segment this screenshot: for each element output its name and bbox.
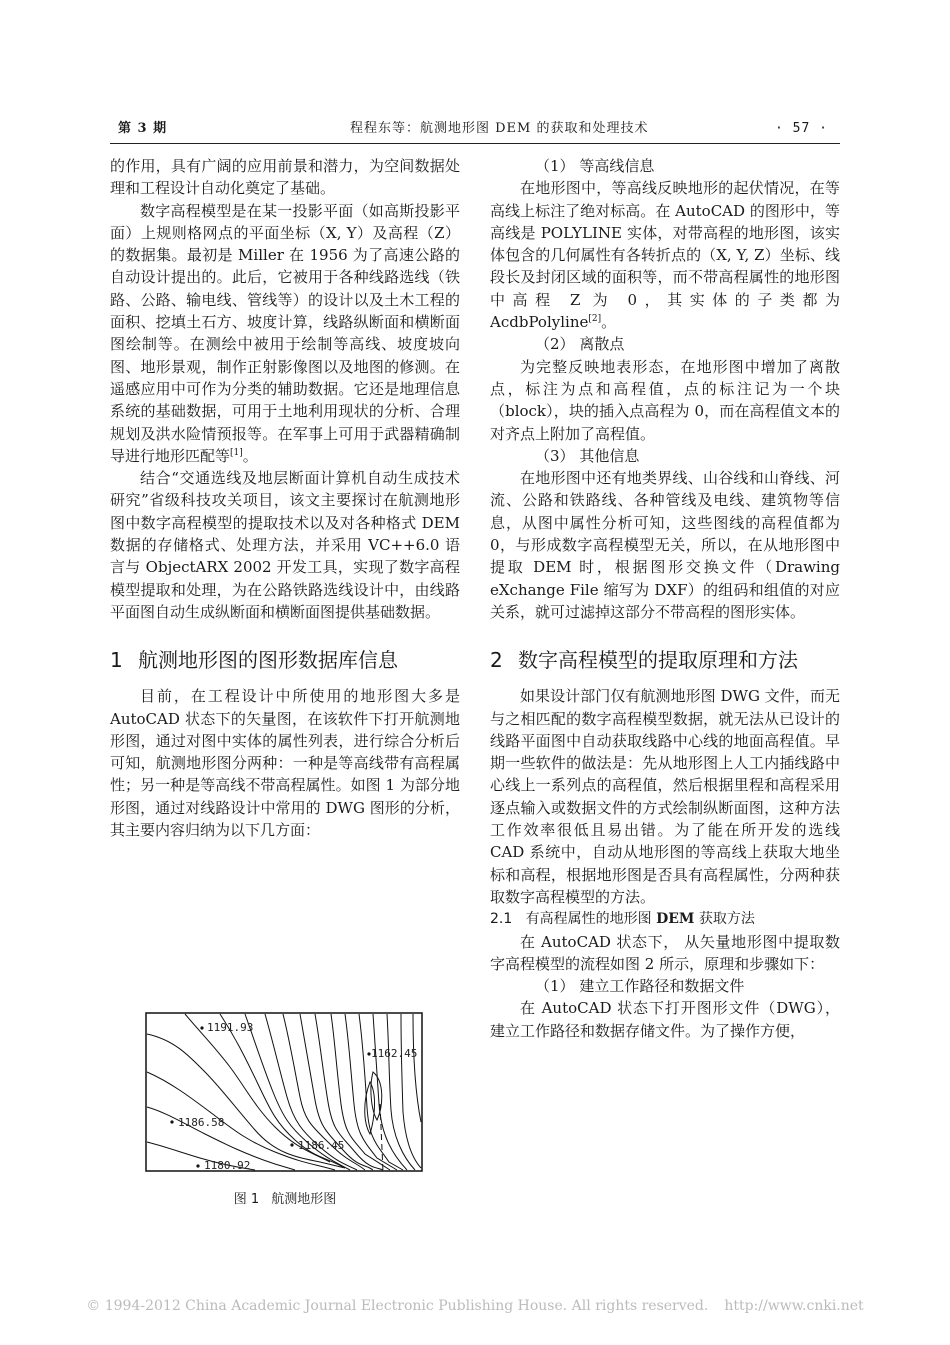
- citation: [1]: [230, 447, 243, 458]
- figure-frame: [146, 1013, 422, 1171]
- section-heading-2: 2 数字高程模型的提取原理和方法: [490, 648, 798, 673]
- paragraph: 目前，在工程设计中所使用的地形图大多是 AutoCAD 状态下的矢量图，在该软件下打开航测地形图，通过对图中实体的属性列表，进行综合分析后可知，航测地形图分两种：一种是等高线带有高程属性；另一种是等高线不带高程属性。如图 1 为部分地形图，通过对线路设计中常用的 DWG 图形的分析，其主要内容归纳为以下几方面：: [110, 687, 460, 840]
- list-item-heading: （3） 其他信息: [535, 446, 640, 465]
- page-number: · 57 ·: [775, 121, 828, 136]
- elevation-label: 1191.93: [207, 1021, 254, 1034]
- section-heading-1: 1 航测地形图的图形数据库信息: [110, 648, 398, 673]
- paragraph: 在地形图中还有地类界线、山谷线和山脊线、河流、公路和铁路线、各种管线及电线、建筑物等信息，从图中属性分析可知，这些图线的高程值都为 0，与形成数字高程模型无关，所以，在从地形图中提取 DEM 时，根据图形交换文件（Drawing eXchange File 缩写为 DXF）的组码和组值的对应关系，就可过滤掉这部分不带高程的图形实体。: [490, 469, 840, 621]
- subsection-heading-2-1: 2.1 有高程属性的地形图 DEM 获取方法: [490, 911, 755, 928]
- running-header: [110, 117, 840, 141]
- list-item-heading: （2） 离散点: [535, 335, 625, 354]
- paragraph: 结合“交通选线及地层断面计算机自动生成技术研究”省级科技攻关项目，该文主要探讨在航测地形图中数字高程模型的提取技术以及对各种格式 DEM 数据的存储格式、处理方法，并采用 VC++6.0 语言与 ObjectARX 2002 开发工具，实现了数字高程模型提取和处理，为在公路铁路选线设计中，由线路平面图自动生成纵断面和横断面图提供基础数据。: [110, 469, 460, 621]
- contour-map-figure: [145, 1012, 423, 1172]
- journal-issue: 第 3 期: [118, 121, 168, 136]
- paragraph: 在 AutoCAD 状态下打开图形文件（DWG），建立工作路径和数据存储文件。为了操作方便，: [490, 999, 840, 1040]
- paragraph: 如果设计部门仅有航测地形图 DWG 文件，而无与之相匹配的数字高程模型数据，就无法从已设计的线路平面图中自动获取线路中心线的地面高程值。早期一些软件的做法是：先从地形图上人工内插线路中心线上一系列点的高程值，然后根据里程和高程采用逐点输入或数据文件的方式绘制纵断面图，这种方法工作效率很低且易出错。为了能在所开发的选线 CAD 系统中，自动从地形图的等高线上获取大地坐标和高程，根据地形图是否具有高程属性，分两种获取数字高程模型的方法。: [490, 687, 840, 906]
- copyright-text: © 1994-2012 China Academic Journal Electronic Publishing House. All rights reserved.: [86, 1298, 709, 1314]
- paragraph: 的作用，具有广阔的应用前景和潜力，为空间数据处理和工程设计自动化奠定了基础。: [110, 157, 460, 198]
- paragraph: 数字高程模型是在某一投影平面（如高斯投影平面）上规则格网点的平面坐标（X, Y）及高程（Z）的数据集。最初是 Miller 在 1956 为了高速公路的自动设计提出的。此后，它被用于各种线路选线（铁路、公路、输电线、管线等）的设计以及土木工程的面积、挖填土石方、坡度计算，线路纵断面和横断面图绘制等。在测绘中被用于绘制等高线、坡度坡向图、地形景观，制作正射影像图以及地图的修测。在遥感应用中可作为分类的辅助数据。它还是地理信息系统的基础数据，可用于土地利用现状的分析、合理规划及洪水险情预报等。在军事上可用于武器精确制导进行地形匹配等[1]。: [110, 201, 460, 465]
- paragraph: 在地形图中，等高线反映地形的起伏情况，在等高线上标注了绝对标高。在 AutoCAD 的图形中，等高线是 POLYLINE 实体，对带高程的地形图，该实体包含的几何属性有各转折点的（X, Y, Z）坐标、线段长及封闭区域的面积等，而不带高程属性的地形图中高程 Z 为 0，其实体的子类都为 AcdbPolyline[2]。: [490, 179, 840, 332]
- paragraph: 为完整反映地表形态，在地形图中增加了离散点，标注为点和高程值，点的标注记为一个块（block），块的插入点高程为 0，而在高程值文本的对齐点上附加了高程值。: [490, 357, 840, 443]
- header-rule: [110, 143, 840, 144]
- left-column: [110, 155, 460, 841]
- copyright-footer: [0, 1298, 950, 1314]
- elevation-label: 1186.58: [178, 1116, 225, 1129]
- list-item-heading: （1） 等高线信息: [535, 157, 655, 175]
- right-column: [490, 155, 840, 1042]
- list-item-heading: （1） 建立工作路径和数据文件: [535, 977, 745, 996]
- elevation-label: 1180.92: [204, 1159, 251, 1172]
- elevation-label: 1162.45: [371, 1047, 418, 1060]
- paragraph: 在 AutoCAD 状态下， 从矢量地形图中提取数字高程模型的流程如图 2 所示，原理和步骤如下：: [490, 932, 840, 973]
- elevation-label: 1186.45: [298, 1139, 345, 1152]
- cnki-link[interactable]: http://www.cnki.net: [724, 1298, 864, 1314]
- running-title: 程程东等：航测地形图 DEM 的获取和处理技术: [350, 121, 649, 136]
- citation: [2]: [588, 314, 602, 325]
- figure-caption: 图 1 航测地形图: [233, 1192, 337, 1207]
